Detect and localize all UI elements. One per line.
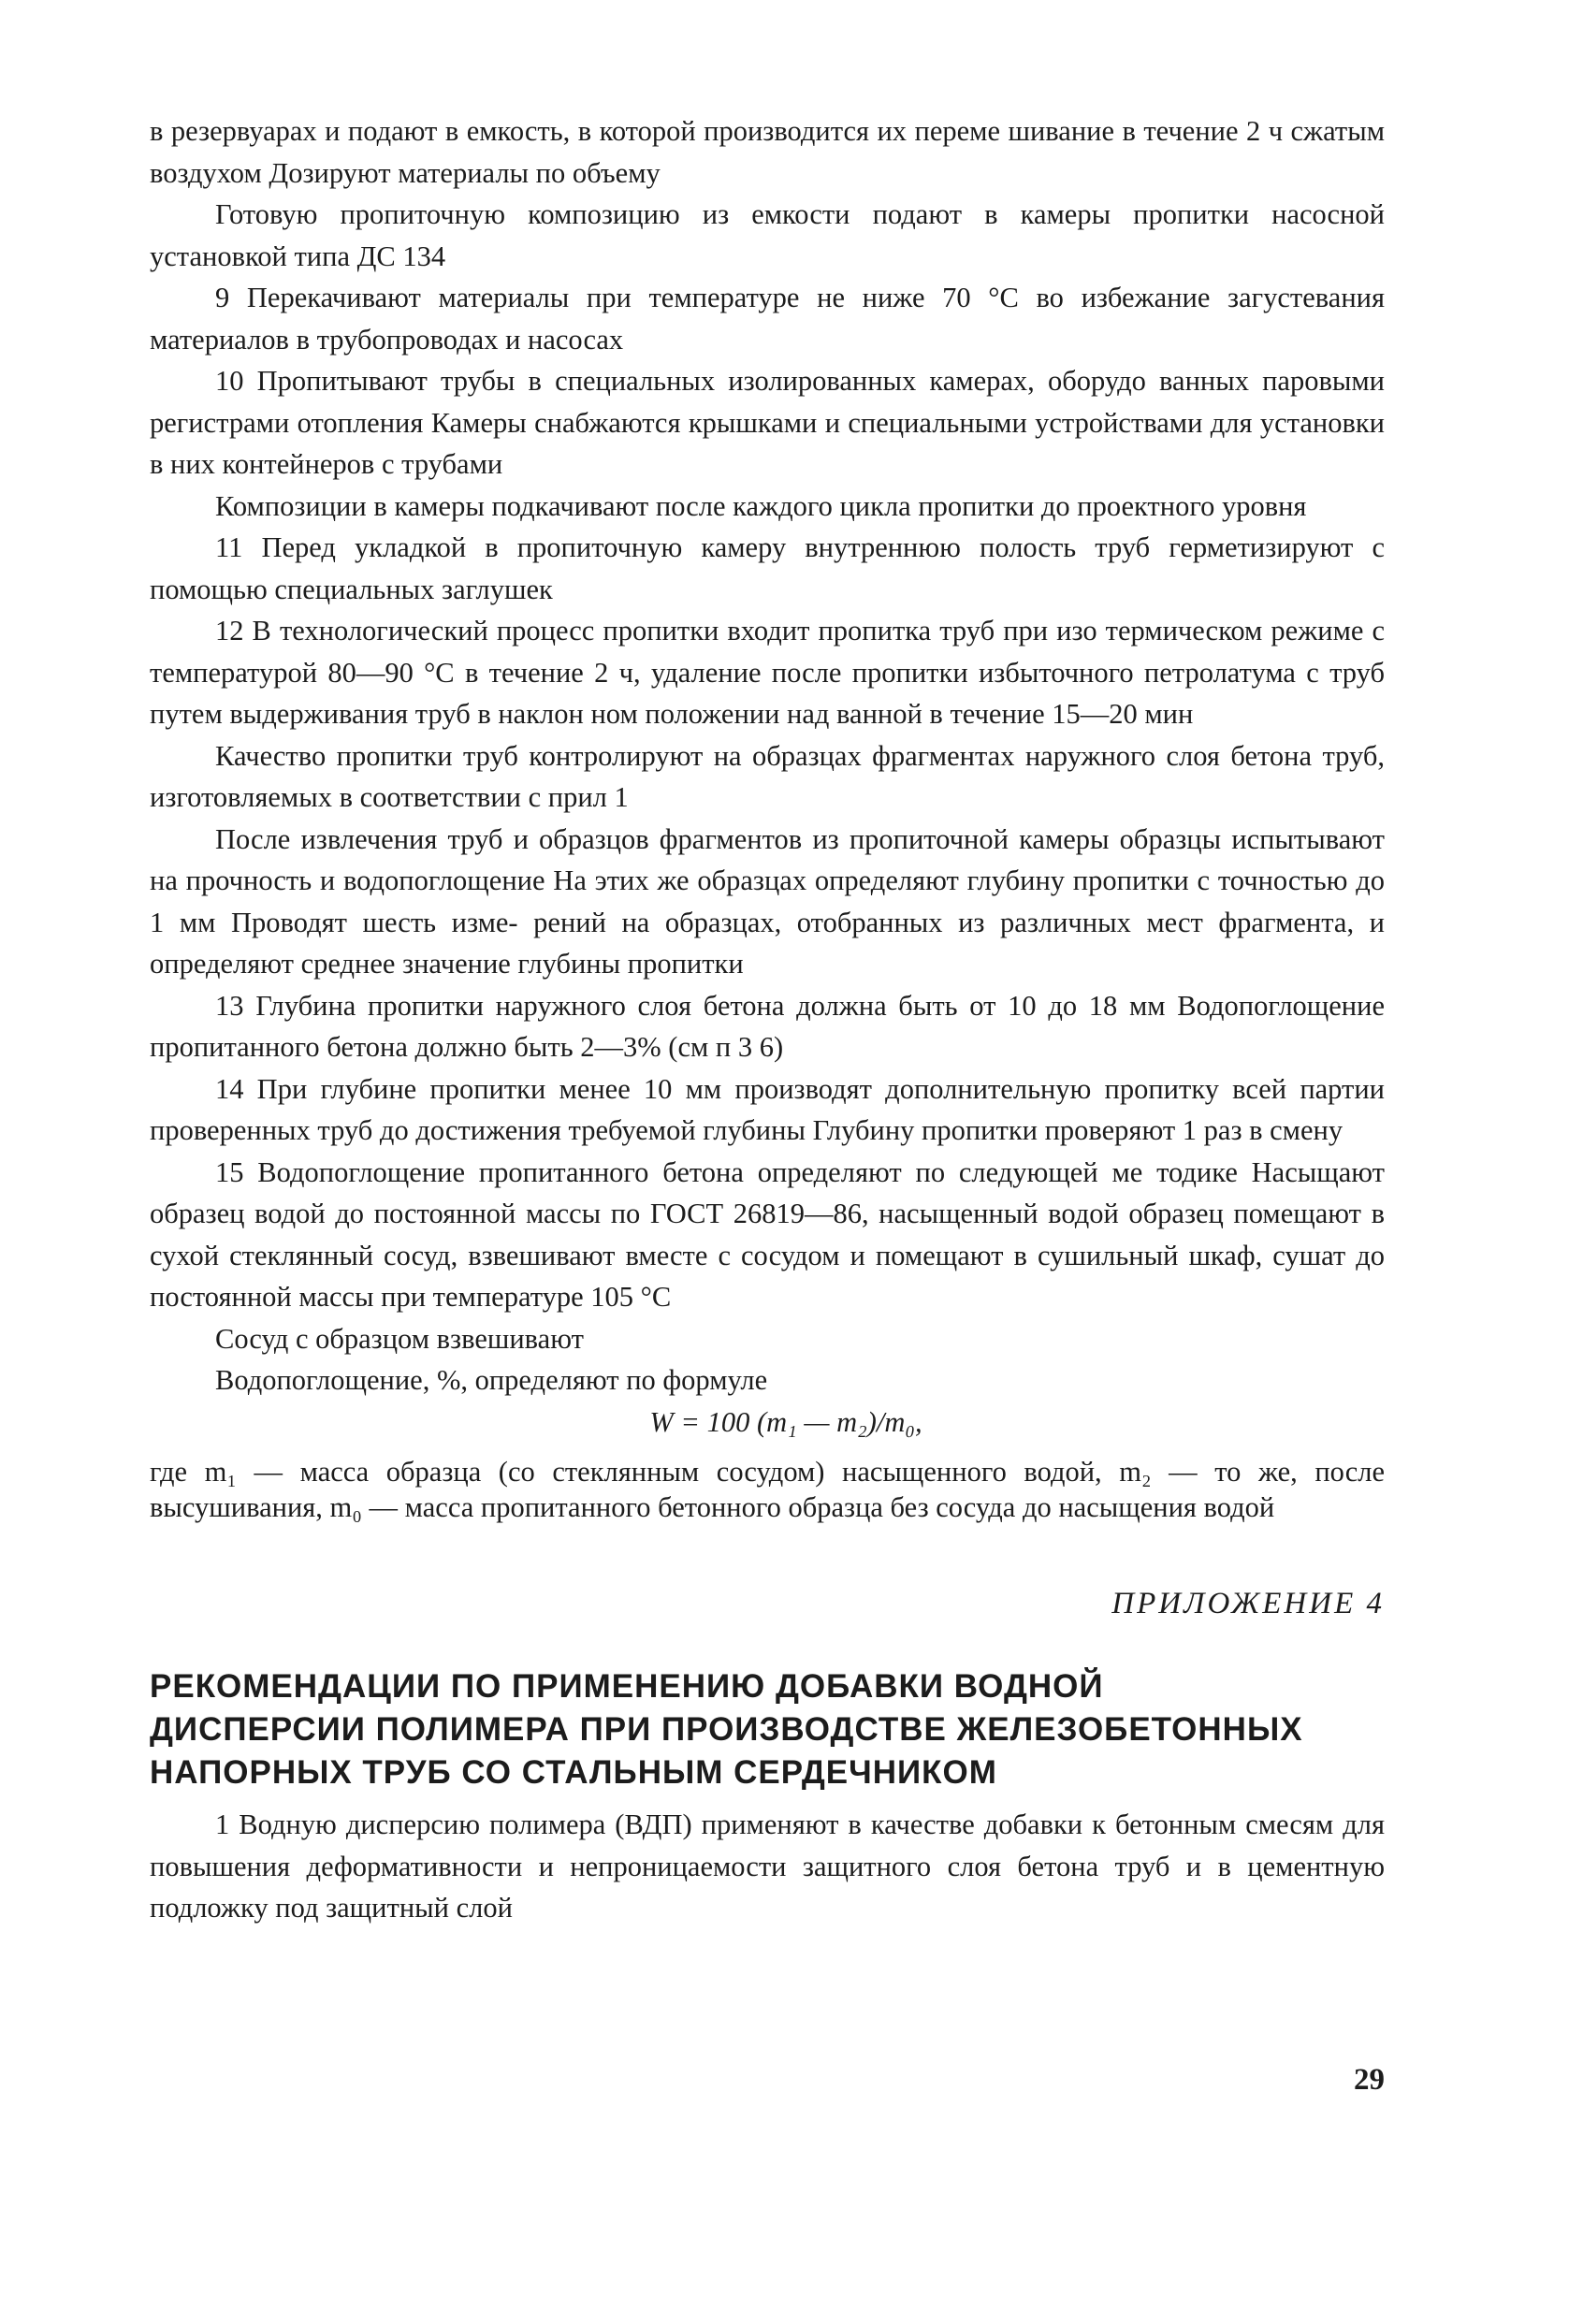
paragraph: Композиции в камеры подкачивают после каждого цикла пропитки до проектного уровня [215, 489, 1307, 522]
paragraph: 13 Глубина пропитки наружного слоя бетона должна быть от 10 до 18 мм Водопоглощение пропитанного бетона должно быть 2—3% (см п 3 6) [150, 989, 1385, 1063]
appendix-label: ПРИЛОЖЕНИЕ 4 [1111, 1587, 1385, 1620]
paragraph: Готовую пропиточную композицию из емкости подают в камеры пропитки насосной установкой типа ДС 134 [150, 198, 1385, 272]
body-text-bottom [150, 1804, 1385, 1929]
heading-line-3: НАПОРНЫХ ТРУБ СО СТАЛЬНЫМ СЕРДЕЧНИКОМ [150, 1754, 997, 1791]
paragraph: Сосуд с образцом взвешивают [215, 1322, 584, 1355]
paragraph: 15 Водопоглощение пропитанного бетона определяют по следующей ме тодике Насыщают образец водой до постоянной массы по ГОСТ 26819—86, насыщенный водой образец помещают в сухой стеклянный сосуд, взвешивают вместе с сосудом и помещают в сушильный шкаф, сушат до постоянной массы при температуре 105 °С [150, 1155, 1385, 1313]
paragraph: 11 Перед укладкой в пропиточную камеру внутреннюю полость труб герметизируют с помощью специальных заглушек [150, 531, 1385, 605]
formula-legend: где m₁ — масса образца (со стеклянным сосудом) насыщенного водой, m₂ — то же, после высушивания, m₀ — масса пропитанного бетонного образца без сосуда до насыщения водой [150, 1456, 1385, 1523]
paragraph: 12 В технологический процесс пропитки входит пропитка труб при изо термическом режиме с температурой 80—90 °С в течение 2 ч, удаление после пропитки избыточного петролатума с труб путем выдерживания труб в наклон ном положении над ванной в течение 15—20 мин [150, 615, 1385, 730]
page-content [150, 110, 1385, 1929]
heading-line-1: РЕКОМЕНДАЦИИ ПО ПРИМЕНЕНИЮ ДОБАВКИ ВОДНОЙ [150, 1668, 1104, 1705]
paragraph: Качество пропитки труб контролируют на образцах фрагментах наружного слоя бетона труб, изготовляемых в соответствии с прил 1 [150, 739, 1385, 813]
paragraph: После извлечения труб и образцов фрагментов из пропиточной камеры образцы испытывают на прочность и водопоглощение На этих же образцах определяют глубину пропитки с точностью до 1 мм Проводят шесть изме- рений на образцах, отобранных из различных мест фрагмента, и определяют среднее значение глубины пропитки [150, 822, 1385, 980]
paragraph: 10 Пропитывают трубы в специальных изолированных камерах, оборудо ванных паровыми регистрами отопления Камеры снабжаются крышками и специальными устройствами для установки в них контейнеров с трубами [150, 365, 1385, 480]
heading-line-2: ДИСПЕРСИИ ПОЛИМЕРА ПРИ ПРОИЗВОДСТВЕ ЖЕЛЕЗОБЕТОННЫХ [150, 1711, 1303, 1748]
paragraph: 1 Водную дисперсию полимера (ВДП) применяют в качестве добавки к бетонным смесям для повышения деформативности и непроницаемости защитного слоя бетона труб и в цементную подложку под защитный слой [150, 1808, 1385, 1924]
paragraph: 9 Перекачивают материалы при температуре не ниже 70 °С во избежание загустевания материалов в трубопроводах и насосах [150, 282, 1385, 356]
section-heading [150, 1665, 1385, 1794]
body-text-top [150, 110, 1385, 1402]
paragraph: Водопоглощение, %, определяют по формуле [215, 1364, 768, 1396]
paragraph: 14 При глубине пропитки менее 10 мм производят дополнительную пропитку всей партии проверенных труб до достижения требуемой глубины Глубину пропитки проверяют 1 раз в смену [150, 1072, 1385, 1146]
formula: W = 100 (m₁ — m₂)/m₀, [649, 1405, 922, 1438]
paragraph: в резервуарах и подают в емкость, в которой производится их переме шивание в течение 2 ч сжатым воздухом Дозируют материалы по объему [150, 115, 1385, 189]
page-number: 29 [1354, 2063, 1385, 2097]
